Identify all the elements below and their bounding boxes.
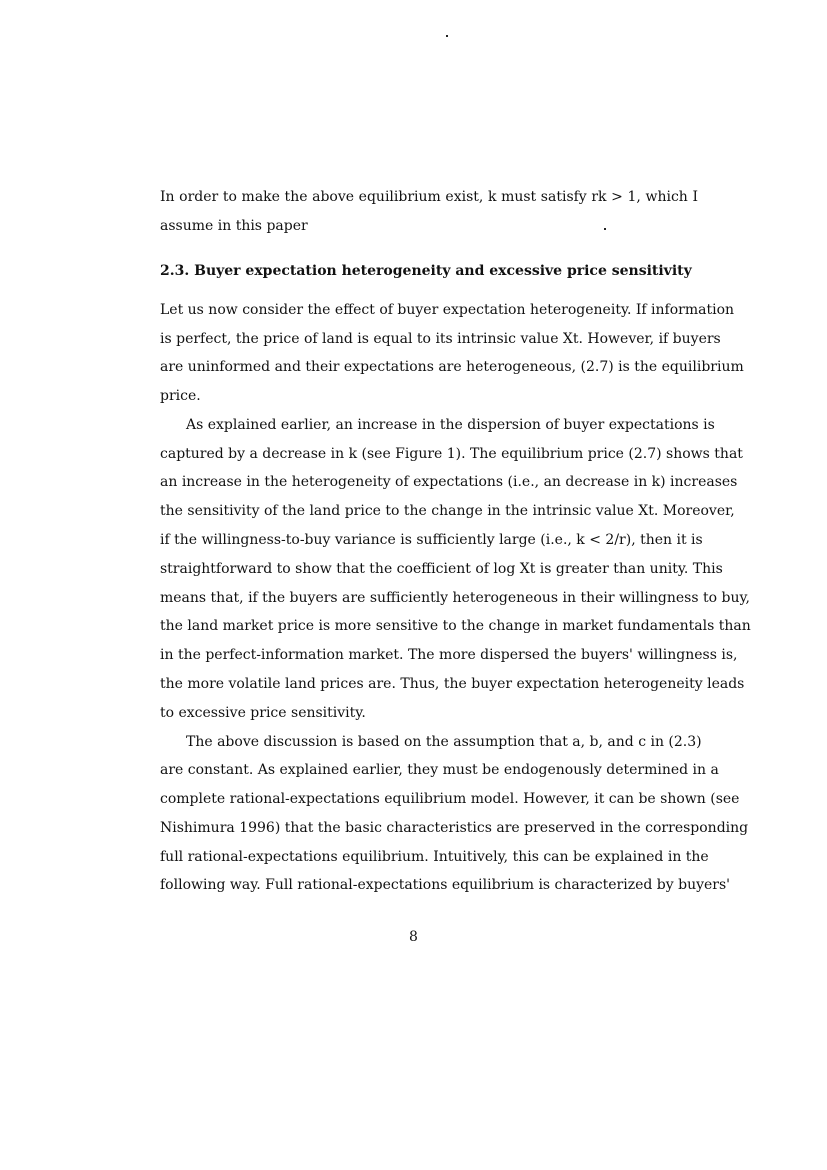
- body-text-line: the sensitivity of the land price to the change in the intrinsic value Xt. Moreover,: [160, 503, 735, 519]
- body-text-line: an increase in the heterogeneity of expectations (i.e., an decrease in k) increases: [160, 474, 738, 490]
- body-text-line: In order to make the above equilibrium exist, k must satisfy rk > 1, which I: [160, 189, 698, 205]
- body-text-line: in the perfect-information market. The more dispersed the buyers' willingness is,: [160, 647, 738, 663]
- body-text-line: the more volatile land prices are. Thus, the buyer expectation heterogeneity leads: [160, 676, 745, 692]
- body-text-line: is perfect, the price of land is equal to its intrinsic value Xt. However, if buyers: [160, 331, 721, 347]
- body-text-line: complete rational-expectations equilibrium model. However, it can be shown (see: [160, 791, 740, 807]
- body-text-line: full rational-expectations equilibrium. Intuitively, this can be explained in the: [160, 849, 709, 865]
- body-text-line: are constant. As explained earlier, they must be endogenously determined in a: [160, 762, 719, 778]
- body-text-line: Nishimura 1996) that the basic characteristics are preserved in the corresponding: [160, 820, 749, 836]
- body-text-line: The above discussion is based on the assumption that a, b, and c in (2.3): [186, 734, 702, 750]
- body-text-line: to excessive price sensitivity.: [160, 705, 366, 721]
- page-number: 8: [409, 929, 418, 945]
- body-text-line: price.: [160, 388, 201, 404]
- body-text-line: the land market price is more sensitive to the change in market fundamentals than: [160, 618, 751, 634]
- body-text-line: following way. Full rational-expectations equilibrium is characterized by buyers': [160, 877, 731, 893]
- section-heading: 2.3. Buyer expectation heterogeneity and excessive price sensitivity: [160, 263, 692, 279]
- body-text-line: straightforward to show that the coefficient of log Xt is greater than unity. This: [160, 561, 723, 577]
- body-text-line: As explained earlier, an increase in the dispersion of buyer expectations is: [186, 417, 715, 433]
- body-text-line: are uninformed and their expectations are heterogeneous, (2.7) is the equilibrium: [160, 359, 744, 375]
- scan-speck: [446, 35, 448, 37]
- body-text-line: captured by a decrease in k (see Figure 1). The equilibrium price (2.7) shows that: [160, 446, 743, 462]
- body-text-line: Let us now consider the effect of buyer expectation heterogeneity. If information: [160, 302, 735, 318]
- body-text-line: means that, if the buyers are sufficiently heterogeneous in their willingness to buy,: [160, 590, 750, 606]
- body-text-line: assume in this paper: [160, 218, 308, 234]
- body-text-line: if the willingness-to-buy variance is sufficiently large (i.e., k < 2/r), then it is: [160, 532, 703, 548]
